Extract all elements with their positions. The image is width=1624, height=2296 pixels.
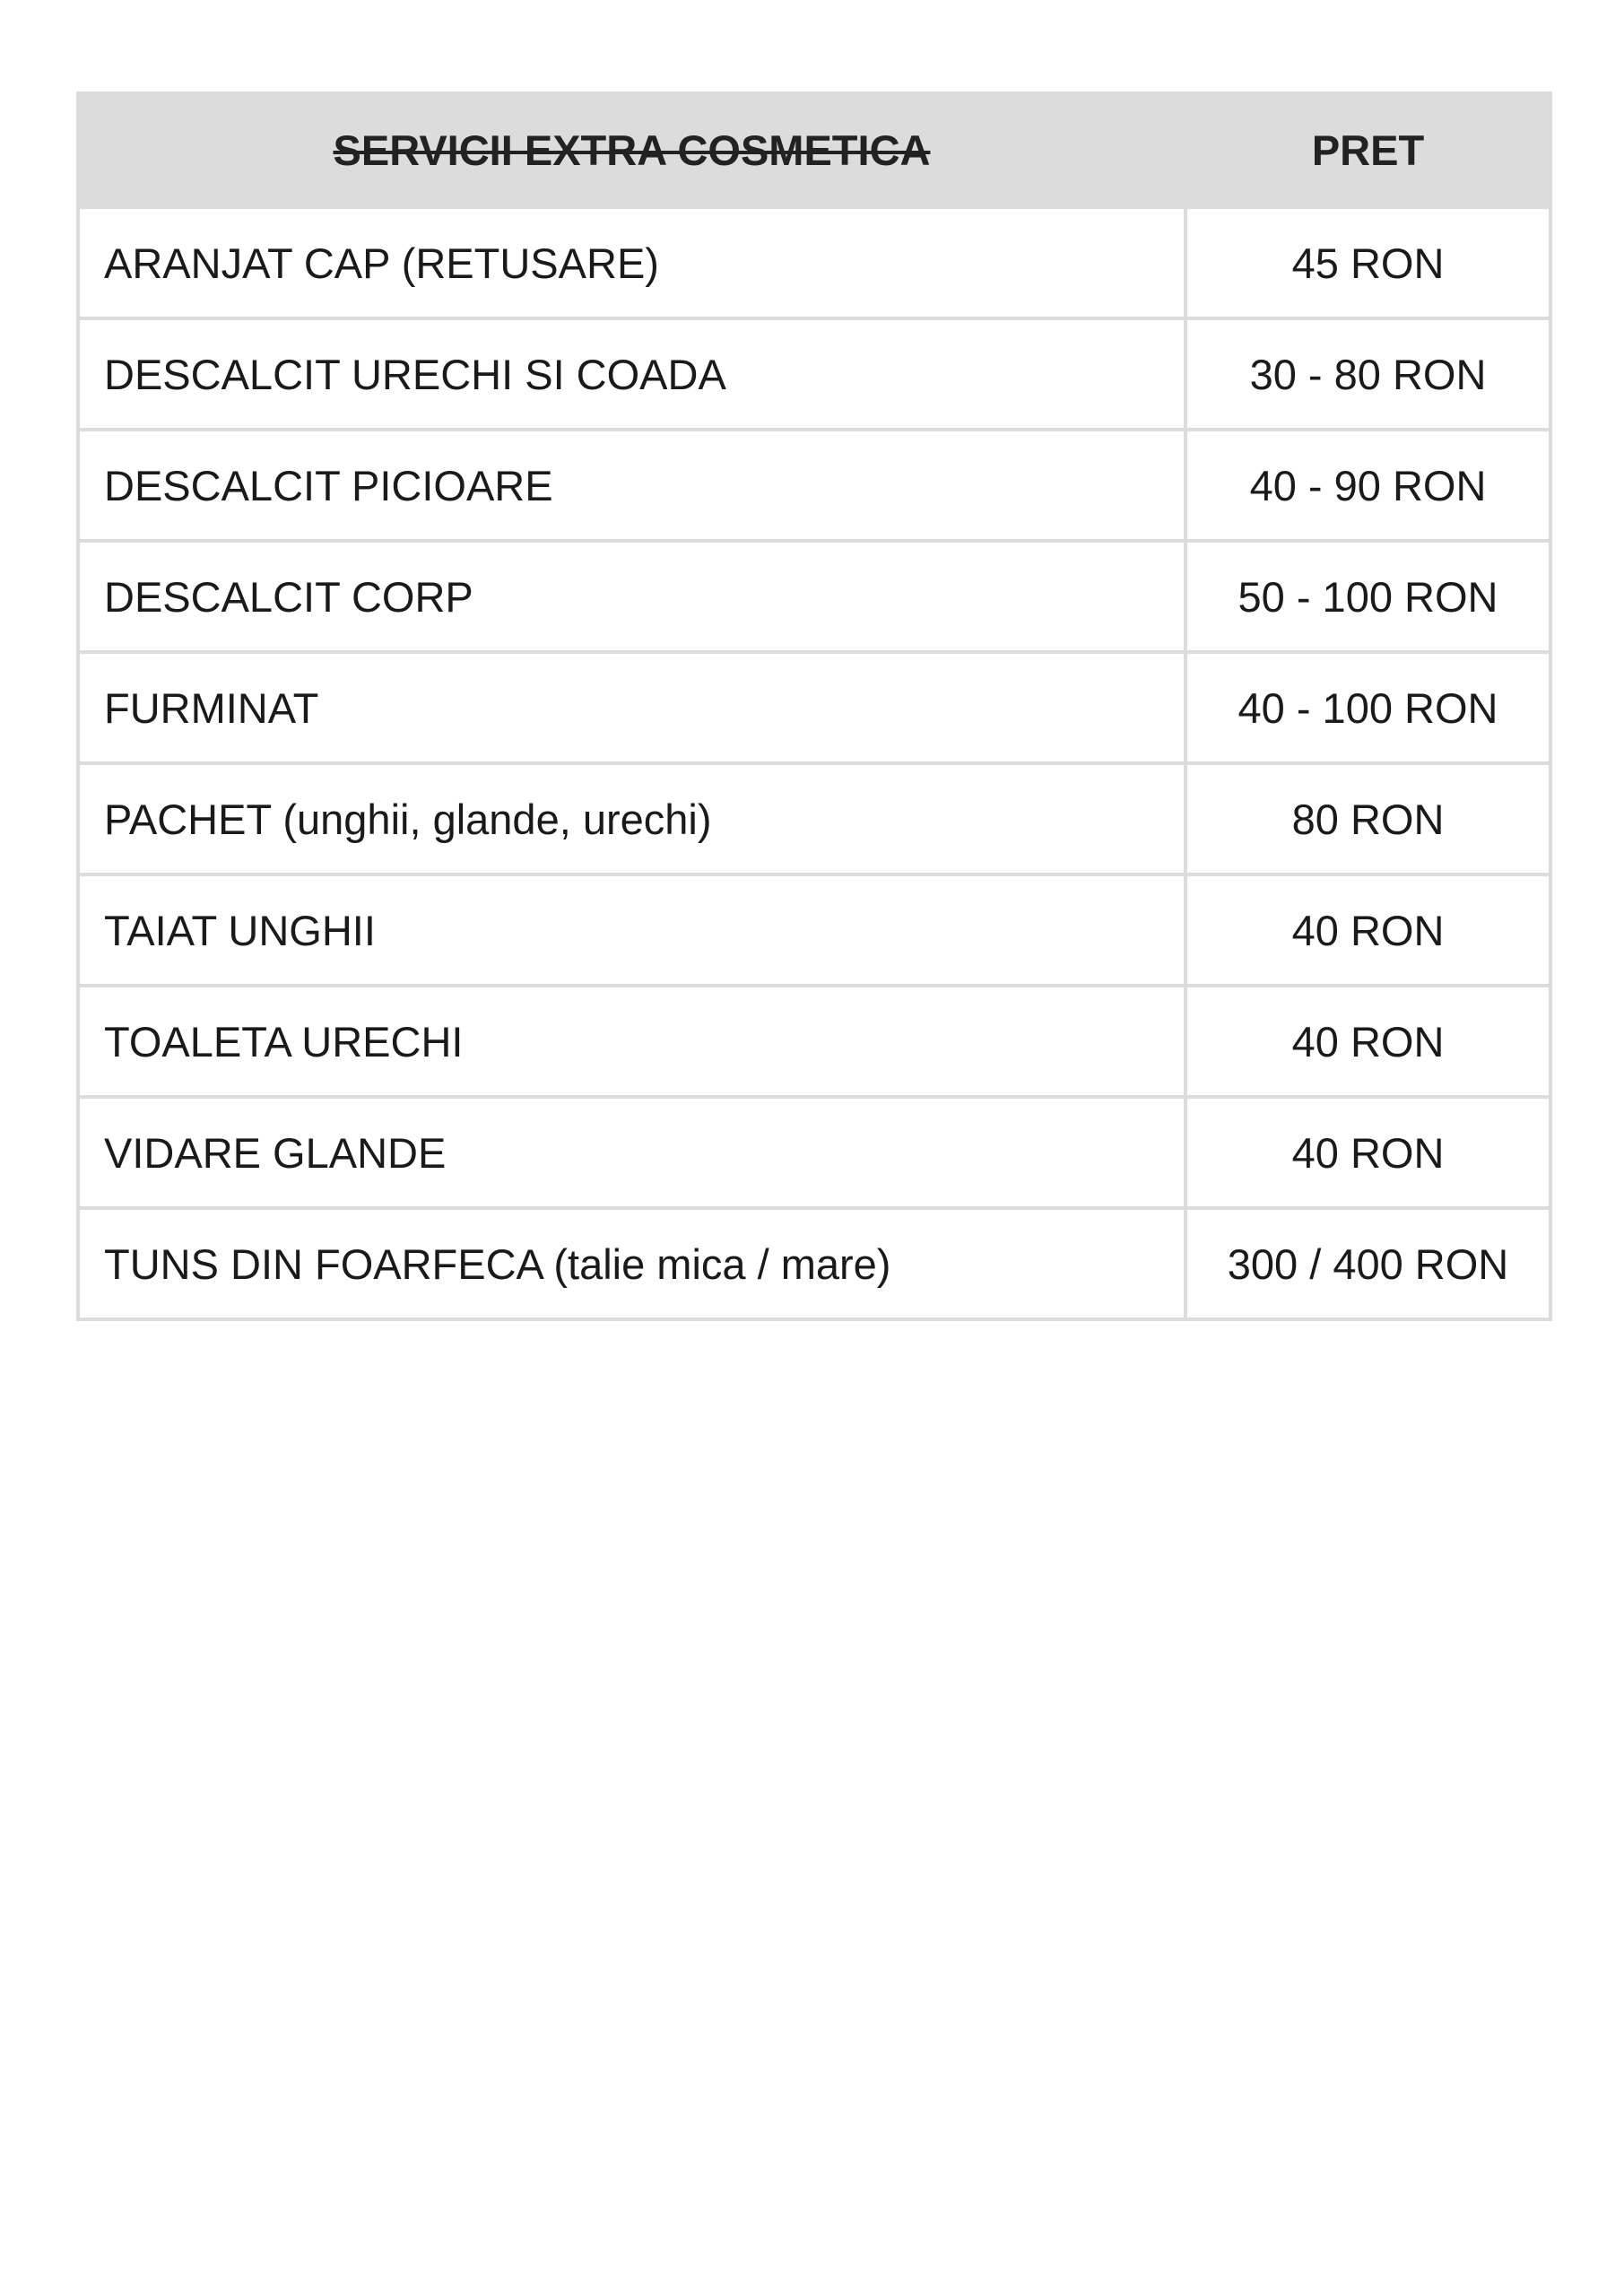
table-row — [78, 318, 1550, 430]
table-row — [78, 652, 1550, 763]
service-name: ARANJAT CAP (RETUSARE) — [78, 207, 1185, 318]
service-price: 40 RON — [1185, 874, 1550, 986]
service-name: TUNS DIN FOARFECA (talie mica / mare) — [78, 1208, 1185, 1319]
service-name: FURMINAT — [78, 652, 1185, 763]
table-row — [78, 986, 1550, 1097]
header-price: PRET — [1185, 93, 1550, 207]
table-row — [78, 430, 1550, 541]
service-price: 45 RON — [1185, 207, 1550, 318]
table-row — [78, 541, 1550, 652]
service-price: 30 - 80 RON — [1185, 318, 1550, 430]
service-price: 40 - 100 RON — [1185, 652, 1550, 763]
service-name: DESCALCIT URECHI SI COADA — [78, 318, 1185, 430]
service-price: 50 - 100 RON — [1185, 541, 1550, 652]
table-row — [78, 874, 1550, 986]
service-price: 40 - 90 RON — [1185, 430, 1550, 541]
service-price: 40 RON — [1185, 986, 1550, 1097]
table-row — [78, 1208, 1550, 1319]
service-name: TOALETA URECHI — [78, 986, 1185, 1097]
service-name: PACHET (unghii, glande, urechi) — [78, 763, 1185, 874]
table-body — [78, 207, 1550, 1319]
service-price: 80 RON — [1185, 763, 1550, 874]
service-name: DESCALCIT CORP — [78, 541, 1185, 652]
service-price: 300 / 400 RON — [1185, 1208, 1550, 1319]
header-service — [78, 93, 1185, 207]
table-row — [78, 207, 1550, 318]
service-price: 40 RON — [1185, 1097, 1550, 1208]
table-row — [78, 1097, 1550, 1208]
service-name: DESCALCIT PICIOARE — [78, 430, 1185, 541]
service-name: VIDARE GLANDE — [78, 1097, 1185, 1208]
header-service-label: SERVICII EXTRA COSMETICA — [333, 126, 931, 174]
table-row — [78, 763, 1550, 874]
header-row — [78, 93, 1550, 207]
price-table — [76, 91, 1552, 1321]
table-header — [78, 93, 1550, 207]
service-name: TAIAT UNGHII — [78, 874, 1185, 986]
